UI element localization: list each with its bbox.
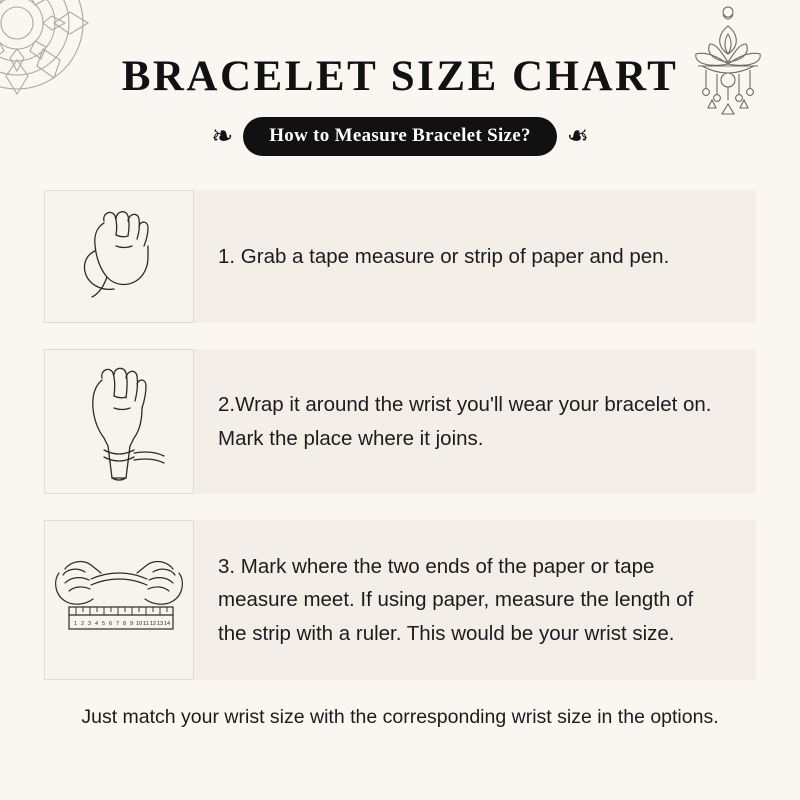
svg-text:5: 5 [102,621,106,627]
step-3-illustration [44,520,194,680]
step-1-illustration [44,190,194,323]
list-item [44,520,756,680]
svg-text:1: 1 [74,621,78,627]
svg-text:12: 12 [150,621,157,627]
flourish-left-icon: ❧ [211,119,234,153]
hands-measuring-strip-with-ruler-icon [49,545,189,655]
svg-text:4: 4 [95,621,99,627]
svg-text:3: 3 [88,621,92,627]
svg-text:13: 13 [157,621,164,627]
svg-text:10: 10 [136,621,143,627]
flourish-right-icon: ❧ [566,119,589,153]
svg-text:6: 6 [109,621,113,627]
list-item [44,190,756,323]
hand-wrapping-tape-around-wrist-icon [64,358,174,486]
step-2-text: 2.Wrap it around the wrist you'll wear your bracelet on. Mark the place where it joins. [218,393,712,450]
page-title: BRACELET SIZE CHART [121,53,679,100]
steps-list [0,190,800,680]
svg-text:11: 11 [143,621,149,627]
svg-text:8: 8 [123,621,127,627]
footer-note: Just match your wrist size with the corresponding wrist size in the options. [81,706,719,728]
subtitle-row [0,117,800,156]
svg-text:2: 2 [81,621,85,627]
subtitle-badge: How to Measure Bracelet Size? [243,117,557,156]
svg-text:9: 9 [130,621,134,627]
step-3-text: 3. Mark where the two ends of the paper or tape measure meet. If using paper, measure the length of the strip with a ruler. This would be your wrist size. [218,555,694,645]
step-1-text: 1. Grab a tape measure or strip of paper and pen. [218,244,670,268]
step-2-illustration [44,349,194,494]
svg-text:14: 14 [164,621,171,627]
hand-fist-with-tape-icon [64,199,174,314]
svg-text:7: 7 [116,621,120,627]
list-item [44,349,756,494]
